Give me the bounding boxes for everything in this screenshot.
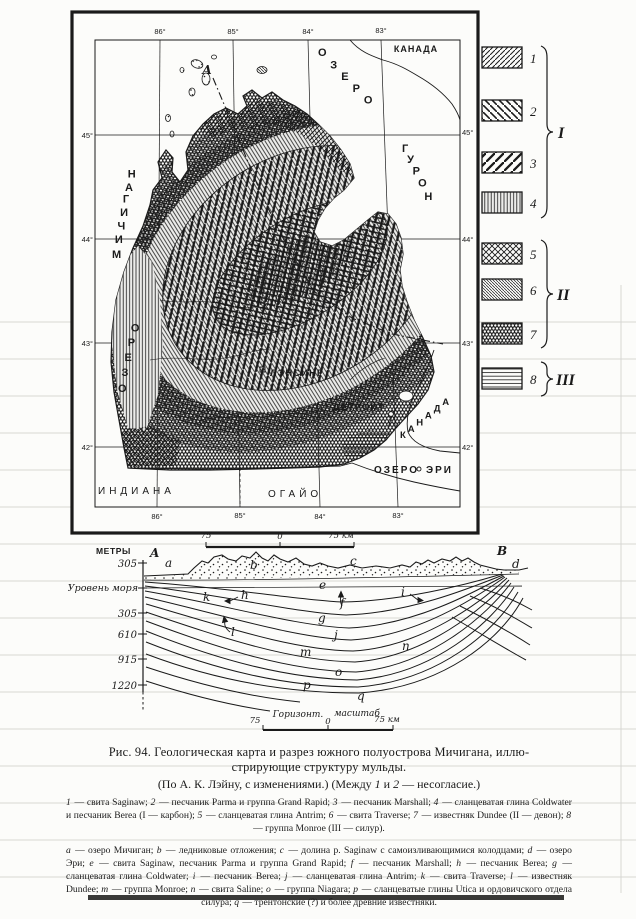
svg-text:o: o — [335, 665, 343, 679]
legend-swatch-6 — [482, 279, 522, 300]
svg-text:6: 6 — [530, 283, 537, 298]
legend-group-1: I — [558, 125, 565, 142]
ohio-label: ОГАЙО — [268, 489, 323, 500]
svg-text:e: e — [319, 578, 327, 592]
caption-l3-post: — несогласие.) — [399, 777, 481, 791]
section-scalebar — [250, 708, 400, 730]
svg-text:Горизонт.: Горизонт. — [272, 710, 324, 720]
svg-text:5: 5 — [530, 247, 537, 262]
section-start-label: A — [202, 63, 212, 77]
canada-se-label: КАНАДА — [400, 397, 454, 441]
svg-text:7: 7 — [530, 327, 537, 342]
endpoint-A: A — [150, 546, 160, 560]
tick-305-top: 305 — [117, 559, 137, 570]
svg-text:q: q — [357, 689, 365, 703]
svg-text:75: 75 — [249, 716, 261, 726]
svg-text:4: 4 — [530, 196, 537, 211]
caption-l3-pre: (По А. К. Лэйну, с изменениями.) (Между — [157, 777, 375, 791]
endpoint-B: B — [497, 544, 508, 558]
lake-erie-word-erie: ЭРИ — [426, 465, 453, 476]
lansing-label: ЛЭНСИНГ — [270, 368, 324, 379]
map-legend — [482, 46, 575, 396]
svg-text:42°: 42° — [81, 443, 93, 452]
svg-text:75 км: 75 км — [328, 531, 354, 541]
svg-text:n: n — [402, 639, 410, 653]
detroit-label: ДЕТРОЙТ — [332, 402, 385, 413]
geologic-map — [20, 8, 581, 547]
legend-swatch-7 — [482, 323, 522, 344]
lake-erie-word-ozero: ОЗЕРО — [374, 465, 420, 476]
svg-text:1: 1 — [530, 51, 537, 66]
legend-group-2: II — [557, 287, 570, 304]
lake-huron-word-ozero: ОЗЕРО — [318, 46, 382, 107]
svg-text:84°: 84° — [302, 27, 314, 36]
svg-text:75: 75 — [200, 531, 212, 541]
svg-text:m: m — [300, 645, 312, 659]
figure-caption — [66, 745, 572, 919]
svg-text:86°: 86° — [154, 27, 166, 36]
lake-huron-word-huron: ГУРОН — [402, 142, 439, 203]
svg-text:43°: 43° — [81, 339, 93, 348]
caption-l3-num2: 2 — [393, 777, 400, 791]
legend-swatch-2 — [482, 100, 522, 121]
svg-text:2: 2 — [530, 104, 537, 119]
legend-group-3: III — [556, 372, 575, 389]
svg-text:0: 0 — [277, 532, 283, 542]
canada-top-label: КАНАДА — [393, 44, 439, 54]
detroit-marker — [389, 412, 394, 417]
svg-text:43°: 43° — [462, 339, 474, 348]
tick-610: 610 — [117, 630, 137, 641]
svg-text:75 км: 75 км — [374, 715, 400, 725]
point-legend-paragraph: a — озеро Мичиган; b — ледниковые отложения; c — долина р. Saginaw с самоизливающимися колодцами; d — озеро Эри; e — свита Saginaw, песчаник Parma и группа Grand Rapid; f — песчаник Marshall; h — песчаник Berea; g — сланцеватая глина Coldwater; i — песчаник Berea; j — сланцеватая глина Antrim; k — свита Traverse; l — известняк Dundee; m — группа Monroe; n — свита Saline; o — группа Niagara; p — сланцеватые глины Utica и ордовичского отдела силура; q — трентонские (?) и более древние известняки. — [66, 845, 573, 908]
svg-text:85°: 85° — [227, 27, 239, 36]
lake-st-clair — [399, 391, 413, 401]
caption-line-1: Рис. 94. Геологическая карта и разрез южного полуострова Мичигана, иллю- — [108, 745, 530, 759]
legend-swatch-8 — [482, 368, 522, 389]
svg-text:83°: 83° — [392, 511, 404, 520]
svg-text:l: l — [231, 625, 235, 639]
lake-michigan-word-michigan: МИЧИГАН — [111, 168, 142, 261]
legend-swatches — [482, 47, 522, 389]
caption-line-3 — [66, 777, 572, 792]
svg-text:f: f — [340, 596, 345, 610]
svg-text:44°: 44° — [462, 235, 474, 244]
caption-l3-mid: и — [380, 777, 394, 791]
caption-line-2: стрирующие структуру мульды. — [231, 760, 407, 774]
svg-text:86°: 86° — [151, 512, 163, 521]
glacial-drift — [144, 552, 519, 580]
svg-text:45°: 45° — [462, 128, 474, 137]
strata-legend-paragraph: 1 — свита Saginaw; 2 — песчаник Parma и группа Grand Rapid; 3 — песчаник Marshall; 4 — сланцеватая глина Coldwater и песчаник Berea (I — карбон); 5 — сланцеватая глина Antrim; 6 — свита Traverse; 7 — известняк Dundee (II — девон); 8 — группа Monroe (III — силур). — [66, 797, 572, 834]
svg-text:44°: 44° — [81, 235, 93, 244]
tick-305: 305 — [117, 609, 137, 620]
legend-swatch-4 — [482, 192, 522, 213]
svg-text:i: i — [401, 585, 405, 599]
svg-text:8: 8 — [530, 372, 537, 387]
svg-text:d: d — [512, 557, 520, 571]
sea-level-label: Уровень моря — [67, 583, 138, 594]
lake-michigan-word-ozero: ОЗЕРО — [117, 322, 148, 395]
svg-text:a: a — [165, 556, 173, 570]
indiana-label: ИНДИАНА — [98, 486, 175, 497]
svg-text:k: k — [203, 590, 211, 604]
svg-text:p: p — [303, 678, 311, 692]
legend-swatch-5 — [482, 243, 522, 264]
legend-numbers — [529, 51, 537, 387]
svg-text:83°: 83° — [375, 26, 387, 35]
svg-text:h: h — [241, 588, 249, 602]
legend-braces — [541, 46, 553, 396]
svg-text:85°: 85° — [234, 511, 246, 520]
svg-text:g: g — [318, 611, 326, 625]
legend-swatch-3 — [482, 152, 522, 173]
tick-915: 915 — [117, 655, 137, 666]
svg-text:b: b — [250, 558, 258, 572]
svg-text:42°: 42° — [462, 443, 474, 452]
tick-1220: 1220 — [111, 681, 137, 692]
axis-title: МЕТРЫ — [96, 546, 131, 556]
caption-l3-num1: 1 — [374, 777, 381, 791]
svg-text:0: 0 — [325, 717, 331, 727]
section-axis — [138, 560, 147, 712]
svg-text:j: j — [334, 628, 338, 642]
legend-swatch-1 — [482, 47, 522, 68]
svg-text:масштаб: масштаб — [334, 709, 380, 719]
cross-section — [68, 544, 532, 730]
svg-text:3: 3 — [530, 156, 537, 171]
svg-text:c: c — [350, 554, 357, 568]
svg-text:84°: 84° — [314, 512, 326, 521]
svg-text:45°: 45° — [81, 131, 93, 140]
